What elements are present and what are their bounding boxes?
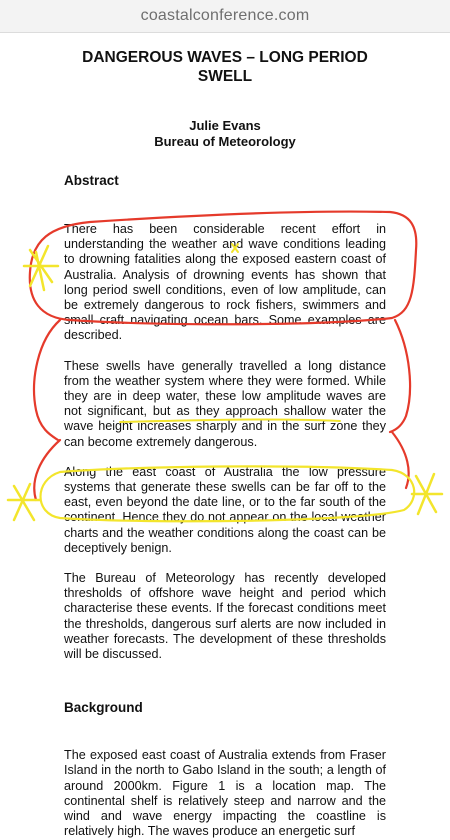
paragraph: The exposed east coast of Australia extends from Fraser Island in the north to Gabo Island in the south; a length of around 2000km. Figure 1 is a location map. The continental shelf is relatively steep and narrow and the wind and wave energy impacting the coastline is relatively high. The waves produce an energetic surf bbox=[64, 748, 386, 839]
yellow-star-mark-left-lower bbox=[8, 484, 40, 520]
paragraph: These swells have generally travelled a long distance from the weather system where they were formed. While they are in deep water, these low amplitude waves are not significant, but as they approach shallow water the wave height increases sharply and in the surf zone they can become extremely dangerous. bbox=[64, 358, 386, 449]
abstract-heading: Abstract bbox=[64, 173, 119, 188]
author-block bbox=[64, 118, 386, 150]
yellow-star-mark-right bbox=[412, 474, 442, 514]
red-bracket-annotation bbox=[34, 320, 60, 500]
document-page bbox=[64, 32, 386, 839]
url-text: coastalconference.com bbox=[140, 7, 310, 24]
author-name: Julie Evans bbox=[189, 118, 261, 133]
address-bar[interactable] bbox=[0, 0, 450, 33]
paragraph: Along the east coast of Australia the low pressure systems that generate these swells can be far off to the east, even beyond the date line, or to the far south of the continent. Hence they do not appear on the local weather charts and the weather conditions along the coast can be deceptively benign. bbox=[64, 464, 386, 555]
author-organization: Bureau of Meteorology bbox=[154, 134, 296, 149]
yellow-star-mark-left bbox=[24, 246, 58, 290]
background-heading: Background bbox=[64, 700, 143, 716]
red-bracket-right-annotation bbox=[390, 320, 410, 488]
document-title: DANGEROUS WAVES – LONG PERIOD SWELL bbox=[82, 49, 368, 85]
paragraph: There has been considerable recent effort in understanding the weather and wave conditions leading to drowning fatalities along the exposed eastern coast of Australia. Analysis of drowning events has shown that long period swell conditions, even of low amplitude, can be extremely dangerous to rock fishers, swimmers and small craft navigating ocean bars. Some examples are described. bbox=[64, 222, 386, 343]
paragraph: The Bureau of Meteorology has recently developed thresholds of offshore wave height and period which characterise these events. If the forecast conditions meet the thresholds, dangerous surf alerts are now included in weather forecasts. The development of these thresholds will be discussed. bbox=[64, 571, 386, 662]
